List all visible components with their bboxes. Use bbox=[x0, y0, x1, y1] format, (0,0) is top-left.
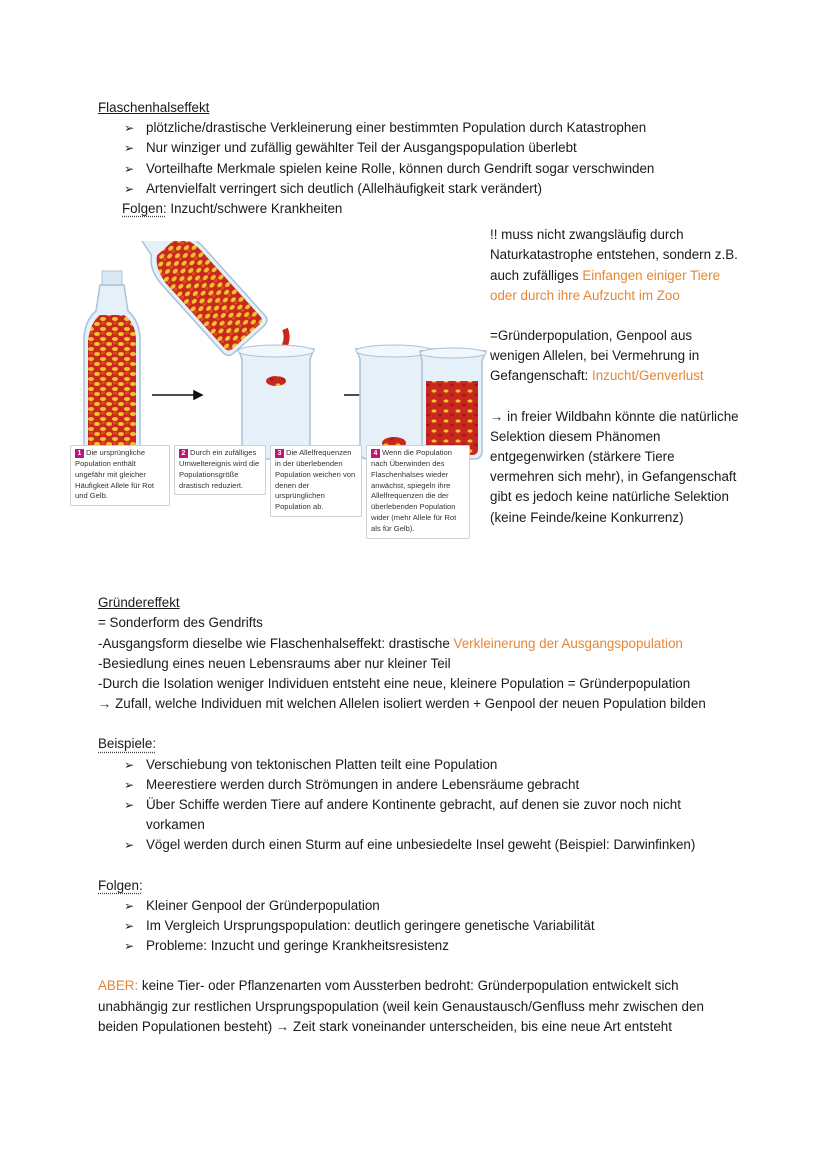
list-item: ➢ Vorteilhafte Merkmale spielen keine Rolle, können durch Gendrift sogar verschwinden bbox=[120, 159, 738, 179]
arrow-bullet-icon: ➢ bbox=[124, 757, 135, 772]
folgen-text: Inzucht/schwere Krankheiten bbox=[166, 201, 343, 217]
arrow-bullet-icon: ➢ bbox=[124, 939, 135, 954]
list-item: ➢ Probleme: Inzucht und geringe Krankheitsresistenz bbox=[120, 936, 738, 956]
text-line: = Sonderform des Gendrifts bbox=[98, 615, 263, 631]
side-note-2: =Gründerpopulation, Genpool aus wenigen Allelen, bei Vermehrung in Gefangenschaft: Inzucht/Genverlust bbox=[490, 328, 704, 384]
figure-caption-1: 1 Die ursprüngliche Population enthält ungefähr mit gleicher Häufigkeit Allele für Rot und Gelb. bbox=[70, 445, 170, 506]
document-page bbox=[75, 98, 739, 1037]
list-item: ➢ Nur winziger und zufällig gewählter Teil der Ausgangspopulation überlebt bbox=[120, 138, 738, 158]
aber-paragraph: ABER: keine Tier- oder Pflanzenarten vom Aussterben bedroht: Gründerpopulation entwickelt sich unabhängig zur restlichen Ursprungspopulation (weil kein Genaustausch/Genfluss mehr zwischen den beiden Populationen besteht) → Zeit stark voneinander unterscheiden, bis eine neue Art entsteht bbox=[98, 978, 704, 1034]
arrow-bullet-icon: ➢ bbox=[124, 798, 135, 813]
list-item: ➢ Über Schiffe werden Tiere auf andere Kontinente gebracht, auf denen sie zuvor noch nicht vorkamen bbox=[124, 797, 681, 833]
folgen-line bbox=[98, 199, 738, 219]
section-title-gruendereffekt: Gründereffekt bbox=[98, 595, 180, 611]
figure-caption-3: 3 Die Allelfrequenzen in der überlebenden Population weichen von denen der ursprünglichen Population ab. bbox=[270, 445, 362, 517]
section-title-folgen: Folgen: bbox=[98, 877, 143, 893]
arrow-bullet-icon: ➢ bbox=[124, 141, 135, 156]
text-line: -Ausgangsform dieselbe wie Flaschenhalseffekt: drastische Verkleinerung der Ausgangspopulation bbox=[98, 635, 683, 651]
text-line: -Durch die Isolation weniger Individuen entsteht eine neue, kleinere Population = Gründerpopulation bbox=[98, 676, 691, 692]
side-note-1: !! muss nicht zwangsläufig durch Naturkatastrophe entstehen, sondern z.B. auch zufälliges Einfangen einiger Tiere oder durch ihre Aufzucht im Zoo bbox=[490, 227, 738, 303]
text-line: -Besiedlung eines neuen Lebensraums aber nur kleiner Teil bbox=[98, 655, 451, 671]
aber-label: ABER: bbox=[98, 978, 139, 994]
arrow-bullet-icon: ➢ bbox=[124, 898, 135, 913]
bottleneck-figure bbox=[75, 223, 739, 593]
arrow-bullet-icon: ➢ bbox=[124, 121, 135, 136]
text-line: → Zufall, welche Individuen mit welchen Allelen isoliert werden + Genpool der neuen Population bilden bbox=[98, 696, 706, 712]
bottle-original-population bbox=[84, 271, 140, 461]
side-note-3: → in freier Wildbahn könnte die natürliche Selektion diesem Phänomen entgegenwirken (stärkere Tiere vermehren sich mehr), in Gefangenschaft gibt es jedoch keine natürliche Selektion (keine Feinde/keine Konkurrenz) bbox=[490, 408, 739, 525]
arrow-bullet-icon: ➢ bbox=[124, 919, 135, 934]
arrow-bullet-icon: ➢ bbox=[124, 777, 135, 792]
list-item: ➢ plötzliche/drastische Verkleinerung einer bestimmten Population durch Katastrophen bbox=[120, 118, 738, 138]
arrow-bullet-icon: ➢ bbox=[124, 838, 135, 853]
list-item: ➢ Im Vergleich Ursprungspopulation: deutlich geringere genetische Variabilität bbox=[120, 916, 738, 936]
list-item: ➢ Kleiner Genpool der Gründerpopulation bbox=[120, 896, 738, 916]
bullet-list-folgen bbox=[98, 896, 738, 957]
arrow-bullet-icon: ➢ bbox=[124, 161, 135, 176]
section-title-flaschenhalseffekt: Flaschenhalseffekt bbox=[98, 100, 210, 115]
list-item: ➢ Vögel werden durch einen Sturm auf eine unbesiedelte Insel geweht (Beispiel: Darwinfinken) bbox=[120, 835, 738, 855]
beaker-reduction bbox=[238, 345, 314, 459]
list-item: ➢ Meerestiere werden durch Strömungen in andere Lebensräume gebracht bbox=[120, 775, 738, 795]
list-item: ➢ Verschiebung von tektonischen Platten teilt eine Population bbox=[120, 755, 738, 775]
bullet-list-flaschenhals bbox=[98, 118, 738, 199]
figure-caption-2: 2 Durch ein zufälliges Umweltereignis wird die Populationsgröße drastisch reduziert. bbox=[174, 445, 266, 495]
arrow-bullet-icon: ➢ bbox=[124, 181, 135, 196]
section-title-beispiele: Beispiele: bbox=[98, 736, 157, 752]
bullet-list-beispiele bbox=[98, 755, 738, 856]
side-notes bbox=[490, 225, 740, 528]
list-item: ➢ Artenvielfalt verringert sich deutlich (Allelhäufigkeit stark verändert) bbox=[120, 179, 738, 199]
figure-caption-4: 4 Wenn die Population nach Überwinden des Flaschenhalses wieder anwächst, spiegeln ihre Allelfrequenzen die der überlebenden Population wider (mehr Allele für Rot als für Gelb). bbox=[366, 445, 470, 538]
folgen-label: Folgen: bbox=[122, 201, 167, 217]
